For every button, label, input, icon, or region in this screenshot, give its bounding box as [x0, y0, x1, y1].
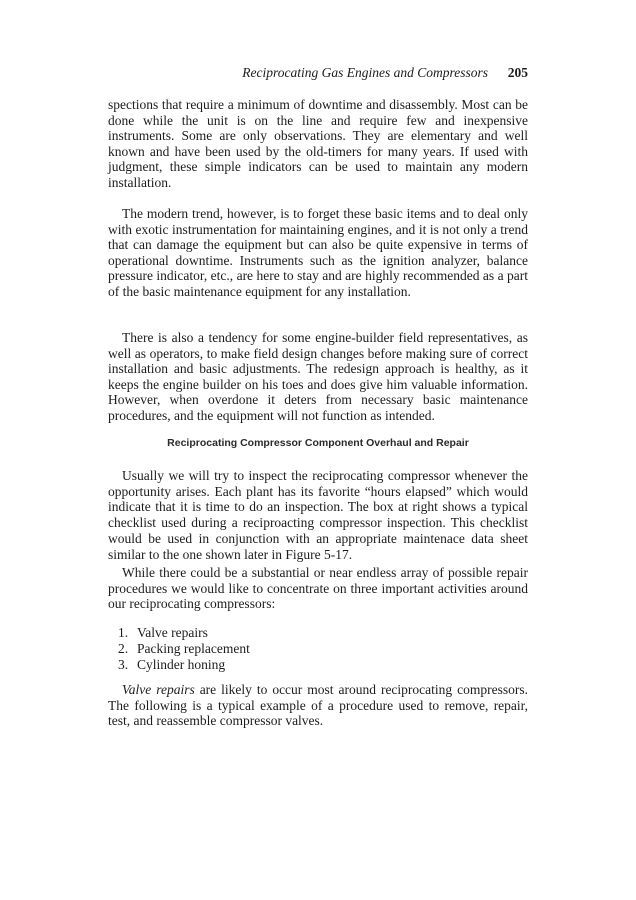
paragraph-4: Usually we will try to inspect the reciprocating compressor whenever the opportunity arises. Each plant has its favorite “hours elapsed” which would indicate that it is time to do an inspection. The box at right shows a typical checklist used during a reciproacting compressor inspection. This checklist would be used in conjunction with an appropriate maintenace data sheet similar to the one shown later in Figure 5-17. — [108, 468, 528, 562]
paragraph-3: There is also a tendency for some engine-builder field representatives, as well as operators, to make field design changes before making sure of correct installation and basic adjustments. The redesign approach is healthy, as it keeps the engine builder on his toes and does give him valuable information. However, when overdone it deters from necessary basic maintenance procedures, and the equipment will not function as intended. — [108, 330, 528, 423]
list-item-text: Cylinder honing — [137, 657, 226, 672]
repair-activity-list — [118, 625, 498, 673]
paragraph-5: While there could be a substantial or near endless array of possible repair procedures we would like to concentrate on three important activities around our reciprocating compressors: — [108, 565, 528, 612]
paragraph-2: The modern trend, however, is to forget these basic items and to deal only with exotic instrumentation for maintaining engines, and it is not only a trend that can damage the equipment but can also be quite expensive in terms of operational downtime. Instruments such as the ignition analyzer, balance pressure indicator, etc., are here to stay and are highly recommended as a part of the basic maintenance equipment for any installation. — [108, 206, 528, 299]
paragraph-6 — [108, 682, 528, 729]
list-item — [118, 641, 498, 657]
list-item-number: 1. — [118, 625, 129, 640]
list-item-text: Packing replacement — [137, 641, 250, 656]
valve-repairs-term: Valve repairs — [122, 682, 195, 697]
list-item-text: Valve repairs — [137, 625, 208, 640]
section-heading: Reciprocating Compressor Component Overhaul and Repair — [167, 437, 469, 449]
page-number: 205 — [507, 65, 528, 80]
running-title: Reciprocating Gas Engines and Compressors — [242, 65, 488, 80]
paragraph-6-text: are likely to occur most around reciprocating compressors. The following is a typical example of a procedure used to remove, repair, test, and reassemble compressor valves. — [108, 682, 528, 728]
list-item-number: 2. — [118, 641, 129, 656]
running-header — [108, 63, 528, 83]
list-item — [118, 657, 498, 673]
list-item — [118, 625, 498, 641]
list-item-number: 3. — [118, 657, 129, 672]
paragraph-1: spections that require a minimum of downtime and disassembly. Most can be done while the unit is on the line and require few and inexpensive instruments. Some are only observations. They are elementary and well known and have been used by the old-timers for many years. If used with judgment, these simple indicators can be used to maintain any modern installation. — [108, 97, 528, 190]
